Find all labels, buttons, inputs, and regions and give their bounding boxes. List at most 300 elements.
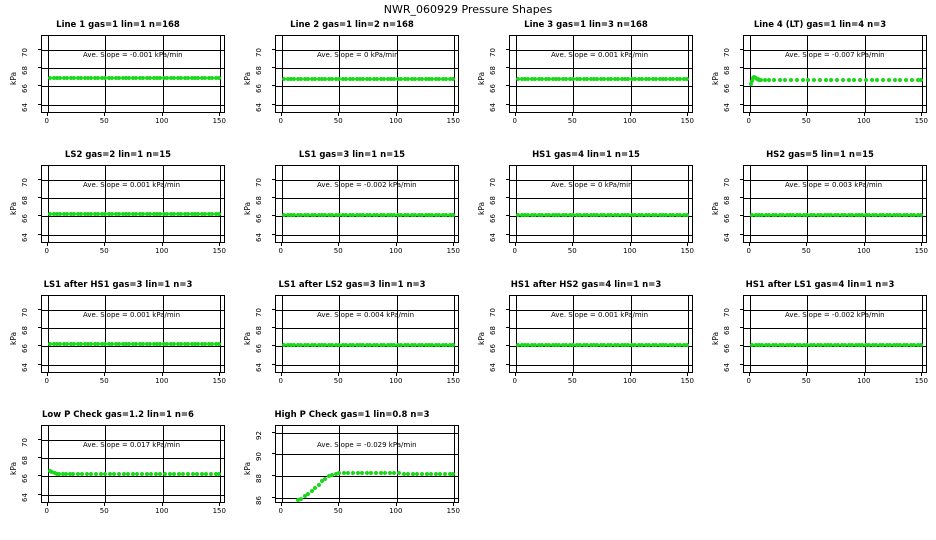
y-tick-label: 66 xyxy=(723,344,731,354)
grid-line-vertical xyxy=(454,166,455,242)
y-tick-label: 68 xyxy=(255,326,263,336)
panel-title: High P Check gas=1 lin=0.8 n=3 xyxy=(274,410,430,420)
x-tick-label: 0 xyxy=(44,247,49,255)
x-tick-mark xyxy=(281,243,282,246)
grid-line-vertical xyxy=(397,36,398,112)
x-tick-label: 0 xyxy=(278,507,283,515)
x-tick-label: 50 xyxy=(567,377,577,385)
x-tick-mark xyxy=(219,243,220,246)
data-point xyxy=(685,343,689,347)
grid-line-horizontal xyxy=(276,328,458,329)
data-point xyxy=(829,78,833,82)
grid-line-vertical xyxy=(807,36,808,112)
x-tick-label: 150 xyxy=(212,377,226,385)
y-axis-label: kPa xyxy=(243,461,252,475)
data-point xyxy=(425,472,429,476)
panel-title: Line 1 gas=1 lin=1 n=168 xyxy=(56,20,180,30)
plot-area xyxy=(509,35,693,113)
grid-line-horizontal xyxy=(510,68,692,69)
y-tick-label: 64 xyxy=(21,102,29,112)
data-point xyxy=(186,472,190,476)
x-tick-mark xyxy=(47,503,48,506)
panel-title: LS1 after HS1 gas=3 lin=1 n=3 xyxy=(43,280,193,290)
x-tick-label: 100 xyxy=(155,117,169,125)
figure-title: NWR_060929 Pressure Shapes xyxy=(383,3,553,16)
x-tick-label: 100 xyxy=(389,507,403,515)
x-tick-label: 100 xyxy=(155,247,169,255)
x-tick-mark xyxy=(687,113,688,116)
grid-line-horizontal xyxy=(276,235,458,236)
x-tick-mark xyxy=(806,113,807,116)
slope-annotation: Ave. Slope = 0.017 kPa/min xyxy=(83,441,181,449)
chart-panel xyxy=(235,280,469,410)
x-tick-label: 150 xyxy=(212,247,226,255)
data-point xyxy=(337,471,341,475)
plot-area xyxy=(41,165,225,243)
data-point xyxy=(89,472,93,476)
data-point xyxy=(919,213,923,217)
x-tick-mark xyxy=(47,373,48,376)
data-point xyxy=(451,213,455,217)
data-point xyxy=(200,472,204,476)
x-tick-label: 100 xyxy=(155,377,169,385)
data-point xyxy=(374,471,378,475)
grid-line-vertical xyxy=(631,36,632,112)
y-tick-label: 64 xyxy=(489,102,497,112)
y-tick-label: 64 xyxy=(21,492,29,502)
data-point xyxy=(317,483,321,487)
data-point xyxy=(379,471,383,475)
panel-title: Line 2 gas=1 lin=2 n=168 xyxy=(290,20,414,30)
x-tick-mark xyxy=(281,373,282,376)
grid-line-vertical xyxy=(48,296,49,372)
chart-panel xyxy=(1,280,235,410)
grid-line-vertical xyxy=(688,166,689,242)
slope-annotation: Ave. Slope = 0.001 kPa/min xyxy=(83,311,181,319)
grid-line-horizontal xyxy=(42,328,224,329)
x-tick-label: 150 xyxy=(212,507,226,515)
data-point xyxy=(126,472,130,476)
x-tick-label: 150 xyxy=(680,247,694,255)
data-point xyxy=(812,78,816,82)
data-point xyxy=(342,471,346,475)
x-tick-label: 50 xyxy=(99,377,109,385)
grid-line-vertical xyxy=(105,36,106,112)
x-tick-label: 0 xyxy=(44,507,49,515)
data-point xyxy=(122,472,126,476)
plot-area xyxy=(509,295,693,373)
x-tick-mark xyxy=(219,373,220,376)
chart-panel xyxy=(1,410,235,540)
y-tick-label: 66 xyxy=(21,214,29,224)
panel-title: LS2 gas=2 lin=1 n=15 xyxy=(64,150,172,160)
x-tick-mark xyxy=(104,373,105,376)
x-tick-mark xyxy=(864,243,865,246)
panel-title: HS1 after LS1 gas=4 lin=1 n=3 xyxy=(745,280,895,290)
data-point xyxy=(103,472,107,476)
y-axis-label: kPa xyxy=(243,71,252,85)
data-point xyxy=(112,472,116,476)
x-tick-mark xyxy=(515,113,516,116)
grid-line-vertical xyxy=(750,166,751,242)
y-axis-label: kPa xyxy=(711,201,720,215)
grid-line-vertical xyxy=(454,426,455,502)
grid-line-vertical xyxy=(750,296,751,372)
x-tick-label: 0 xyxy=(278,377,283,385)
y-tick-label: 64 xyxy=(723,232,731,242)
y-axis-label: kPa xyxy=(243,331,252,345)
data-point xyxy=(99,472,103,476)
grid-line-vertical xyxy=(105,426,106,502)
x-tick-mark xyxy=(806,373,807,376)
x-tick-label: 150 xyxy=(446,377,460,385)
data-point xyxy=(80,472,84,476)
y-tick-label: 66 xyxy=(21,344,29,354)
data-point xyxy=(168,472,172,476)
y-tick-label: 70 xyxy=(21,307,29,317)
x-tick-mark xyxy=(572,373,573,376)
plot-area xyxy=(743,165,927,243)
data-point xyxy=(685,77,689,81)
grid-line-horizontal xyxy=(276,454,458,455)
y-tick-label: 66 xyxy=(21,84,29,94)
y-tick-label: 86 xyxy=(255,495,263,505)
y-tick-label: 64 xyxy=(255,362,263,372)
y-tick-label: 68 xyxy=(489,66,497,76)
x-tick-mark xyxy=(921,373,922,376)
x-tick-mark xyxy=(338,113,339,116)
x-tick-mark xyxy=(687,373,688,376)
y-tick-label: 68 xyxy=(489,196,497,206)
grid-line-vertical xyxy=(220,426,221,502)
grid-line-vertical xyxy=(865,36,866,112)
data-point xyxy=(94,472,98,476)
grid-line-vertical xyxy=(397,296,398,372)
grid-line-vertical xyxy=(750,36,751,112)
chart-panel xyxy=(469,280,703,410)
grid-line-horizontal xyxy=(510,105,692,106)
data-point xyxy=(131,472,135,476)
data-point xyxy=(163,472,167,476)
data-point xyxy=(783,78,787,82)
x-tick-label: 150 xyxy=(680,377,694,385)
grid-line-vertical xyxy=(48,426,49,502)
grid-line-horizontal xyxy=(510,198,692,199)
data-point xyxy=(763,78,767,82)
x-tick-label: 50 xyxy=(801,247,811,255)
grid-line-horizontal xyxy=(744,105,926,106)
x-tick-label: 50 xyxy=(333,507,343,515)
x-tick-mark xyxy=(453,503,454,506)
y-tick-label: 70 xyxy=(723,177,731,187)
plot-area xyxy=(743,295,927,373)
grid-line-vertical xyxy=(339,296,340,372)
y-tick-label: 66 xyxy=(255,84,263,94)
data-point xyxy=(181,472,185,476)
grid-line-horizontal xyxy=(42,346,224,347)
y-tick-label: 64 xyxy=(723,362,731,372)
y-tick-label: 68 xyxy=(21,326,29,336)
x-tick-mark xyxy=(749,243,750,246)
data-point xyxy=(76,472,80,476)
data-point xyxy=(117,472,121,476)
grid-line-horizontal xyxy=(276,476,458,477)
data-point xyxy=(778,78,782,82)
data-point xyxy=(910,78,914,82)
grid-line-vertical xyxy=(922,296,923,372)
y-axis-label: kPa xyxy=(477,201,486,215)
y-tick-label: 68 xyxy=(489,326,497,336)
y-tick-label: 66 xyxy=(489,344,497,354)
data-point xyxy=(429,472,433,476)
slope-annotation: Ave. Slope = -0.029 kPa/min xyxy=(317,441,417,449)
x-tick-label: 100 xyxy=(389,377,403,385)
data-point xyxy=(411,472,415,476)
x-tick-mark xyxy=(47,113,48,116)
chart-panel xyxy=(235,410,469,540)
chart-panel xyxy=(235,150,469,280)
grid-line-horizontal xyxy=(42,68,224,69)
data-point xyxy=(795,78,799,82)
data-point xyxy=(71,472,75,476)
y-tick-label: 64 xyxy=(489,232,497,242)
grid-line-horizontal xyxy=(42,216,224,217)
x-tick-mark xyxy=(104,503,105,506)
grid-line-horizontal xyxy=(42,458,224,459)
chart-panel xyxy=(469,150,703,280)
data-point xyxy=(217,212,221,216)
x-tick-label: 50 xyxy=(333,377,343,385)
data-point xyxy=(356,471,360,475)
chart-panel xyxy=(469,20,703,150)
slope-annotation: Ave. Slope = 0.001 kPa/min xyxy=(551,311,649,319)
data-point xyxy=(875,78,879,82)
x-tick-label: 150 xyxy=(212,117,226,125)
y-axis-label: kPa xyxy=(711,71,720,85)
panel-title: HS2 gas=5 lin=1 n=15 xyxy=(766,150,874,160)
grid-line-vertical xyxy=(454,36,455,112)
data-point xyxy=(858,78,862,82)
plot-area xyxy=(509,165,693,243)
x-tick-label: 50 xyxy=(567,247,577,255)
data-point xyxy=(172,472,176,476)
plot-area xyxy=(41,35,225,113)
slope-annotation: Ave. Slope = -0.001 kPa/min xyxy=(83,51,183,59)
grid-line-vertical xyxy=(163,36,164,112)
data-point xyxy=(818,78,822,82)
grid-line-horizontal xyxy=(744,68,926,69)
chart-panel xyxy=(703,280,936,410)
data-point xyxy=(195,472,199,476)
x-tick-label: 0 xyxy=(746,117,751,125)
grid-line-vertical xyxy=(163,296,164,372)
data-point xyxy=(209,472,213,476)
grid-line-horizontal xyxy=(42,198,224,199)
x-tick-label: 100 xyxy=(389,117,403,125)
data-point xyxy=(313,486,317,490)
data-point xyxy=(434,472,438,476)
y-tick-label: 70 xyxy=(489,307,497,317)
plot-area xyxy=(41,295,225,373)
x-tick-label: 100 xyxy=(857,377,871,385)
plot-area xyxy=(743,35,927,113)
plot-area xyxy=(275,165,459,243)
slope-annotation: Ave. Slope = 0.001 kPa/min xyxy=(551,51,649,59)
y-tick-label: 70 xyxy=(21,47,29,57)
x-tick-label: 100 xyxy=(623,247,637,255)
x-tick-label: 100 xyxy=(389,247,403,255)
panel-title: Low P Check gas=1.2 lin=1 n=6 xyxy=(42,410,194,420)
grid-line-vertical xyxy=(516,296,517,372)
y-tick-label: 66 xyxy=(723,84,731,94)
data-point xyxy=(351,471,355,475)
data-point xyxy=(406,472,410,476)
data-point xyxy=(801,78,805,82)
y-tick-label: 66 xyxy=(255,344,263,354)
y-axis-label: kPa xyxy=(477,331,486,345)
y-tick-label: 66 xyxy=(489,84,497,94)
data-point xyxy=(919,343,923,347)
x-tick-mark xyxy=(749,113,750,116)
grid-line-horizontal xyxy=(744,235,926,236)
y-tick-label: 88 xyxy=(255,473,263,483)
chart-panel xyxy=(703,150,936,280)
data-point xyxy=(140,472,144,476)
x-tick-mark xyxy=(453,243,454,246)
grid-line-vertical xyxy=(282,36,283,112)
data-point xyxy=(420,472,424,476)
data-point xyxy=(402,472,406,476)
x-tick-mark xyxy=(219,503,220,506)
grid-line-horizontal xyxy=(276,105,458,106)
grid-line-vertical xyxy=(105,296,106,372)
chart-panel xyxy=(1,20,235,150)
y-tick-label: 64 xyxy=(255,102,263,112)
grid-line-horizontal xyxy=(42,476,224,477)
panel-title: Line 4 (LT) gas=1 lin=4 n=3 xyxy=(753,20,887,30)
data-point xyxy=(881,78,885,82)
grid-line-horizontal xyxy=(510,365,692,366)
grid-line-vertical xyxy=(397,426,398,502)
grid-line-vertical xyxy=(454,296,455,372)
y-tick-label: 68 xyxy=(255,66,263,76)
data-point xyxy=(397,471,401,475)
x-tick-mark xyxy=(396,243,397,246)
x-tick-mark xyxy=(162,503,163,506)
data-point xyxy=(806,78,810,82)
data-point xyxy=(789,78,793,82)
x-tick-mark xyxy=(921,243,922,246)
x-tick-label: 0 xyxy=(278,247,283,255)
x-tick-mark xyxy=(162,243,163,246)
x-tick-mark xyxy=(396,503,397,506)
x-tick-mark xyxy=(338,243,339,246)
slope-annotation: Ave. Slope = 0.004 kPa/min xyxy=(317,311,415,319)
grid-line-horizontal xyxy=(510,86,692,87)
grid-line-horizontal xyxy=(744,198,926,199)
y-tick-label: 64 xyxy=(21,232,29,242)
grid-line-horizontal xyxy=(42,86,224,87)
grid-line-vertical xyxy=(282,426,283,502)
data-point xyxy=(870,78,874,82)
x-tick-mark xyxy=(630,113,631,116)
y-tick-label: 64 xyxy=(723,102,731,112)
y-axis-label: kPa xyxy=(9,461,18,475)
x-tick-mark xyxy=(921,113,922,116)
y-tick-label: 66 xyxy=(21,474,29,484)
x-tick-mark xyxy=(47,243,48,246)
data-point xyxy=(204,472,208,476)
y-tick-label: 70 xyxy=(255,307,263,317)
x-tick-label: 0 xyxy=(512,117,517,125)
grid-line-vertical xyxy=(573,296,574,372)
data-point xyxy=(145,472,149,476)
grid-line-vertical xyxy=(922,36,923,112)
y-tick-label: 66 xyxy=(489,214,497,224)
y-tick-label: 70 xyxy=(723,47,731,57)
panel-title: Line 3 gas=1 lin=3 n=168 xyxy=(524,20,648,30)
x-tick-label: 0 xyxy=(44,377,49,385)
panel-title: HS1 gas=4 lin=1 n=15 xyxy=(532,150,640,160)
x-tick-mark xyxy=(572,243,573,246)
x-tick-mark xyxy=(281,113,282,116)
data-point xyxy=(383,471,387,475)
y-tick-label: 66 xyxy=(255,214,263,224)
x-tick-label: 50 xyxy=(801,117,811,125)
grid-line-vertical xyxy=(397,166,398,242)
data-point xyxy=(154,472,158,476)
grid-line-vertical xyxy=(105,166,106,242)
x-tick-label: 50 xyxy=(567,117,577,125)
data-point xyxy=(360,471,364,475)
y-tick-label: 70 xyxy=(255,177,263,187)
x-tick-mark xyxy=(749,373,750,376)
x-tick-mark xyxy=(806,243,807,246)
x-tick-mark xyxy=(864,113,865,116)
grid-line-vertical xyxy=(865,296,866,372)
grid-line-horizontal xyxy=(744,365,926,366)
x-tick-label: 0 xyxy=(512,247,517,255)
grid-line-vertical xyxy=(339,36,340,112)
data-point xyxy=(898,78,902,82)
grid-line-horizontal xyxy=(510,235,692,236)
data-point xyxy=(149,472,153,476)
data-point xyxy=(191,472,195,476)
grid-line-vertical xyxy=(631,296,632,372)
data-point xyxy=(217,472,221,476)
x-tick-mark xyxy=(453,373,454,376)
chart-panel xyxy=(235,20,469,150)
y-axis-label: kPa xyxy=(477,71,486,85)
y-axis-label: kPa xyxy=(9,71,18,85)
data-point xyxy=(767,78,771,82)
grid-line-vertical xyxy=(339,166,340,242)
slope-annotation: Ave. Slope = 0 kPa/min xyxy=(551,181,633,189)
slope-annotation: Ave. Slope = 0.003 kPa/min xyxy=(785,181,883,189)
x-tick-label: 0 xyxy=(512,377,517,385)
chart-panel xyxy=(1,150,235,280)
y-axis-label: kPa xyxy=(9,201,18,215)
data-point xyxy=(835,78,839,82)
x-tick-mark xyxy=(453,113,454,116)
data-point xyxy=(852,78,856,82)
slope-annotation: Ave. Slope = -0.002 kPa/min xyxy=(785,311,885,319)
grid-line-horizontal xyxy=(276,365,458,366)
grid-line-vertical xyxy=(163,426,164,502)
grid-line-horizontal xyxy=(276,198,458,199)
data-point xyxy=(864,78,868,82)
grid-line-vertical xyxy=(339,426,340,502)
